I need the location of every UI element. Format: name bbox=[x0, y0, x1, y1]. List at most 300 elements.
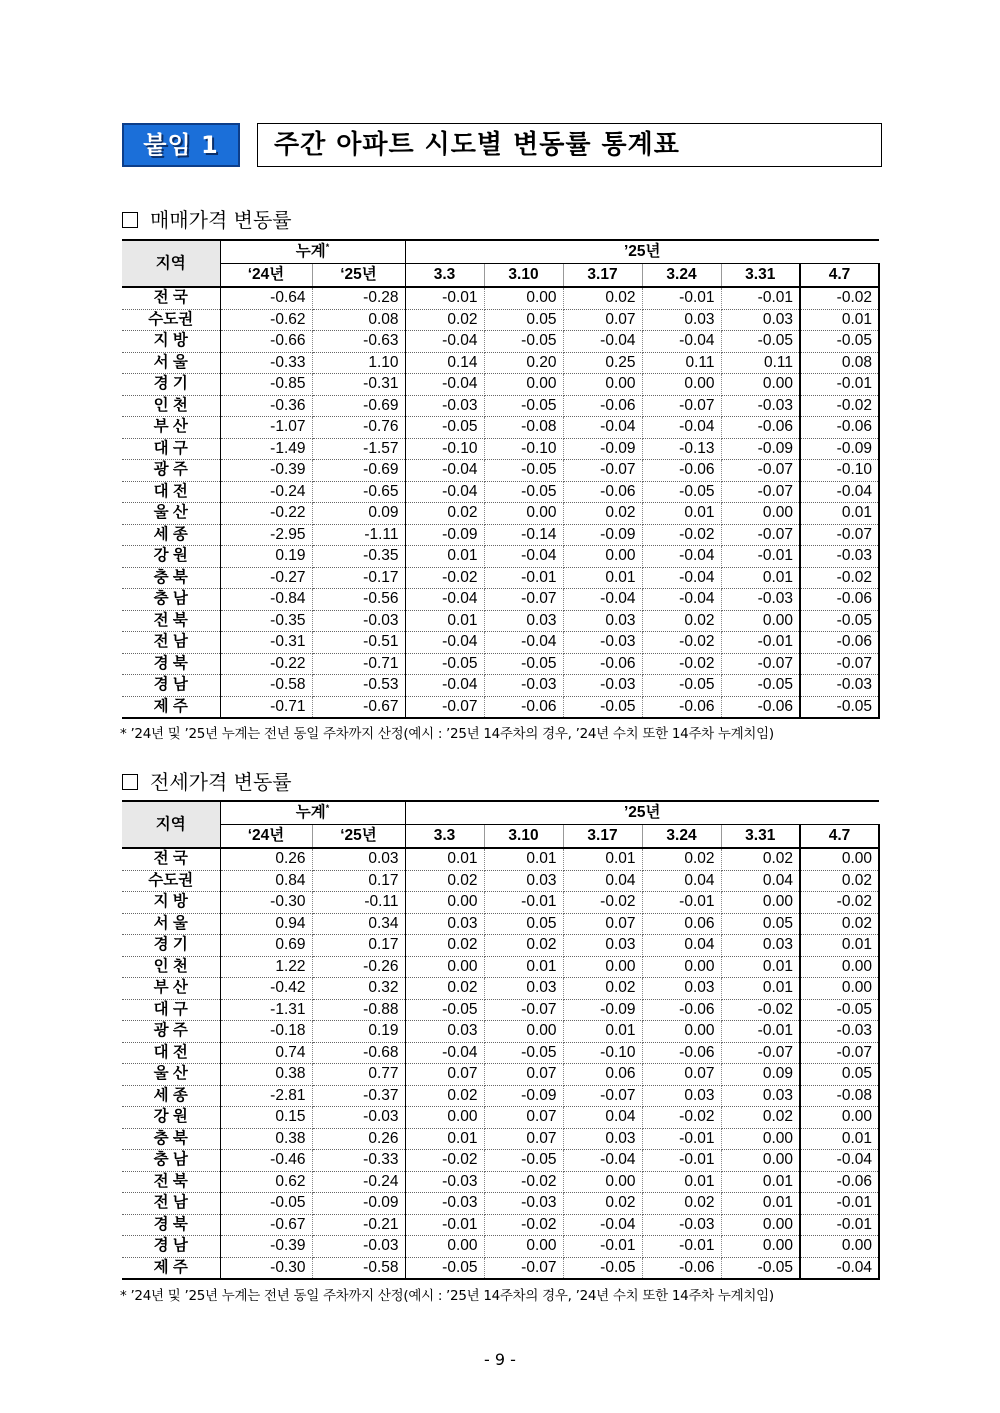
value-cell: -0.06 bbox=[642, 999, 721, 1021]
sale-footnote: * ’24년 및 ’25년 누계는 전년 동일 주차까지 산정(예시 : ’25년 14주차의 경우, ’24년 수치 또한 14주차 누계치임) bbox=[120, 726, 774, 742]
value-cell: 0.02 bbox=[721, 848, 800, 870]
year25-header: ’25년 bbox=[405, 240, 879, 264]
value-cell: -0.03 bbox=[563, 675, 642, 697]
value-cell: -2.81 bbox=[220, 1085, 312, 1107]
value-cell: -0.09 bbox=[563, 524, 642, 546]
value-cell: 0.03 bbox=[484, 870, 563, 892]
table-row bbox=[122, 395, 879, 417]
value-cell: -0.05 bbox=[220, 1193, 312, 1215]
table-row bbox=[122, 524, 879, 546]
value-cell: -0.04 bbox=[405, 374, 484, 396]
table-row bbox=[122, 892, 879, 914]
value-cell: 0.01 bbox=[800, 309, 879, 331]
table-row bbox=[122, 675, 879, 697]
table-row bbox=[122, 848, 879, 870]
cum-25-header: ‘25년 bbox=[312, 825, 405, 849]
value-cell: 0.01 bbox=[642, 503, 721, 525]
value-cell: 0.02 bbox=[563, 503, 642, 525]
table-row bbox=[122, 1107, 879, 1129]
value-cell: -0.04 bbox=[405, 589, 484, 611]
value-cell: -0.09 bbox=[563, 999, 642, 1021]
value-cell: 0.26 bbox=[312, 1128, 405, 1150]
region-cell: 서 울 bbox=[122, 352, 220, 374]
value-cell: -0.06 bbox=[642, 1042, 721, 1064]
value-cell: 0.03 bbox=[642, 309, 721, 331]
value-cell: -0.04 bbox=[405, 1042, 484, 1064]
value-cell: 0.02 bbox=[405, 870, 484, 892]
value-cell: 0.00 bbox=[563, 546, 642, 568]
value-cell: 0.01 bbox=[405, 1128, 484, 1150]
value-cell: -0.04 bbox=[800, 1257, 879, 1279]
jeonse-section-title bbox=[122, 766, 292, 795]
table-row bbox=[122, 438, 879, 460]
value-cell: 0.07 bbox=[484, 1128, 563, 1150]
week-header: 3.17 bbox=[563, 825, 642, 849]
value-cell: 0.00 bbox=[721, 892, 800, 914]
value-cell: -0.10 bbox=[563, 1042, 642, 1064]
value-cell: -0.30 bbox=[220, 1257, 312, 1279]
table-row bbox=[122, 653, 879, 675]
value-cell: 0.00 bbox=[800, 1236, 879, 1258]
value-cell: -0.01 bbox=[563, 1236, 642, 1258]
value-cell: -0.31 bbox=[312, 374, 405, 396]
week-header: 3.10 bbox=[484, 264, 563, 288]
value-cell: -0.03 bbox=[800, 675, 879, 697]
value-cell: 0.01 bbox=[563, 1021, 642, 1043]
value-cell: -0.28 bbox=[312, 287, 405, 309]
value-cell: -0.02 bbox=[642, 1107, 721, 1129]
table-row bbox=[122, 309, 879, 331]
value-cell: -0.05 bbox=[800, 696, 879, 718]
value-cell: 0.19 bbox=[312, 1021, 405, 1043]
value-cell: -0.05 bbox=[484, 1042, 563, 1064]
value-cell: -0.04 bbox=[405, 675, 484, 697]
value-cell: -0.05 bbox=[484, 331, 563, 353]
value-cell: 0.26 bbox=[220, 848, 312, 870]
region-cell: 전 남 bbox=[122, 1193, 220, 1215]
value-cell: -0.01 bbox=[484, 567, 563, 589]
value-cell: 0.02 bbox=[405, 309, 484, 331]
value-cell: -0.07 bbox=[721, 460, 800, 482]
value-cell: 0.02 bbox=[800, 870, 879, 892]
value-cell: -0.01 bbox=[721, 546, 800, 568]
jeonse-section-label: 전세가격 변동률 bbox=[150, 770, 292, 794]
value-cell: -0.10 bbox=[484, 438, 563, 460]
value-cell: 0.03 bbox=[405, 913, 484, 935]
value-cell: 0.02 bbox=[563, 287, 642, 309]
value-cell: 0.03 bbox=[642, 978, 721, 1000]
value-cell: -0.36 bbox=[220, 395, 312, 417]
value-cell: 0.00 bbox=[800, 1107, 879, 1129]
value-cell: -0.03 bbox=[405, 1171, 484, 1193]
value-cell: -0.01 bbox=[405, 1214, 484, 1236]
table-row bbox=[122, 417, 879, 439]
region-cell: 대 전 bbox=[122, 1042, 220, 1064]
value-cell: -0.22 bbox=[220, 653, 312, 675]
value-cell: 0.03 bbox=[642, 1085, 721, 1107]
value-cell: 0.03 bbox=[721, 1085, 800, 1107]
value-cell: 0.17 bbox=[312, 935, 405, 957]
value-cell: -0.03 bbox=[405, 395, 484, 417]
value-cell: -0.01 bbox=[721, 1021, 800, 1043]
region-cell: 경 기 bbox=[122, 374, 220, 396]
cumulative-header: 누계* bbox=[220, 801, 405, 825]
value-cell: -0.26 bbox=[312, 956, 405, 978]
value-cell: -0.24 bbox=[220, 481, 312, 503]
value-cell: 0.04 bbox=[563, 1107, 642, 1129]
value-cell: -0.07 bbox=[563, 460, 642, 482]
value-cell: -0.09 bbox=[312, 1193, 405, 1215]
value-cell: -0.05 bbox=[800, 610, 879, 632]
value-cell: 0.01 bbox=[721, 567, 800, 589]
value-cell: 0.74 bbox=[220, 1042, 312, 1064]
value-cell: 0.05 bbox=[484, 913, 563, 935]
table-row bbox=[122, 913, 879, 935]
value-cell: -0.07 bbox=[721, 653, 800, 675]
value-cell: 0.00 bbox=[721, 1150, 800, 1172]
value-cell: 0.07 bbox=[563, 913, 642, 935]
value-cell: -0.06 bbox=[642, 1257, 721, 1279]
value-cell: 0.20 bbox=[484, 352, 563, 374]
value-cell: -0.03 bbox=[312, 1236, 405, 1258]
value-cell: -0.04 bbox=[563, 1150, 642, 1172]
value-cell: -0.04 bbox=[642, 417, 721, 439]
value-cell: -0.11 bbox=[312, 892, 405, 914]
value-cell: -0.03 bbox=[484, 675, 563, 697]
value-cell: -0.85 bbox=[220, 374, 312, 396]
value-cell: 0.02 bbox=[800, 913, 879, 935]
value-cell: -0.62 bbox=[220, 309, 312, 331]
value-cell: 0.09 bbox=[721, 1064, 800, 1086]
value-cell: 0.00 bbox=[721, 1236, 800, 1258]
sale-table bbox=[122, 239, 880, 719]
value-cell: -1.07 bbox=[220, 417, 312, 439]
value-cell: -0.07 bbox=[642, 395, 721, 417]
value-cell: -0.27 bbox=[220, 567, 312, 589]
value-cell: 0.02 bbox=[405, 503, 484, 525]
value-cell: 0.05 bbox=[721, 913, 800, 935]
value-cell: -0.05 bbox=[642, 675, 721, 697]
table-row bbox=[122, 870, 879, 892]
value-cell: -0.31 bbox=[220, 632, 312, 654]
value-cell: -0.06 bbox=[484, 696, 563, 718]
value-cell: -0.05 bbox=[721, 331, 800, 353]
value-cell: -0.04 bbox=[405, 460, 484, 482]
value-cell: -0.71 bbox=[312, 653, 405, 675]
value-cell: -0.06 bbox=[721, 696, 800, 718]
value-cell: -0.05 bbox=[484, 460, 563, 482]
value-cell: -1.31 bbox=[220, 999, 312, 1021]
value-cell: 0.00 bbox=[405, 1107, 484, 1129]
value-cell: -0.76 bbox=[312, 417, 405, 439]
value-cell: -0.10 bbox=[800, 460, 879, 482]
value-cell: 0.01 bbox=[484, 848, 563, 870]
value-cell: 0.00 bbox=[721, 374, 800, 396]
value-cell: -0.07 bbox=[484, 1257, 563, 1279]
jeonse-table bbox=[122, 800, 880, 1280]
value-cell: -0.05 bbox=[721, 1257, 800, 1279]
value-cell: 0.05 bbox=[800, 1064, 879, 1086]
table-row bbox=[122, 632, 879, 654]
value-cell: 0.00 bbox=[642, 374, 721, 396]
value-cell: -0.07 bbox=[800, 524, 879, 546]
table-row bbox=[122, 503, 879, 525]
region-cell: 경 남 bbox=[122, 1236, 220, 1258]
table-row bbox=[122, 567, 879, 589]
value-cell: 0.00 bbox=[721, 1214, 800, 1236]
region-cell: 충 북 bbox=[122, 1128, 220, 1150]
value-cell: -0.06 bbox=[800, 1171, 879, 1193]
value-cell: -0.58 bbox=[312, 1257, 405, 1279]
region-cell: 인 천 bbox=[122, 956, 220, 978]
table-row bbox=[122, 1214, 879, 1236]
value-cell: 0.01 bbox=[721, 956, 800, 978]
table-row bbox=[122, 956, 879, 978]
week-header: 3.3 bbox=[405, 825, 484, 849]
value-cell: 0.00 bbox=[563, 1171, 642, 1193]
value-cell: 0.62 bbox=[220, 1171, 312, 1193]
value-cell: 0.77 bbox=[312, 1064, 405, 1086]
table-row bbox=[122, 331, 879, 353]
value-cell: -0.01 bbox=[405, 287, 484, 309]
value-cell: -0.07 bbox=[484, 999, 563, 1021]
value-cell: -0.09 bbox=[721, 438, 800, 460]
value-cell: 0.00 bbox=[800, 848, 879, 870]
value-cell: 0.08 bbox=[800, 352, 879, 374]
value-cell: -1.57 bbox=[312, 438, 405, 460]
region-cell: 울 산 bbox=[122, 1064, 220, 1086]
value-cell: -0.06 bbox=[800, 632, 879, 654]
table-row bbox=[122, 696, 879, 718]
table-row bbox=[122, 1257, 879, 1279]
value-cell: -0.88 bbox=[312, 999, 405, 1021]
value-cell: -0.04 bbox=[642, 331, 721, 353]
value-cell: -0.01 bbox=[800, 1214, 879, 1236]
value-cell: -0.05 bbox=[405, 999, 484, 1021]
value-cell: -0.02 bbox=[405, 1150, 484, 1172]
table-row bbox=[122, 935, 879, 957]
value-cell: -0.07 bbox=[721, 481, 800, 503]
value-cell: 0.17 bbox=[312, 870, 405, 892]
value-cell: -0.71 bbox=[220, 696, 312, 718]
value-cell: 0.25 bbox=[563, 352, 642, 374]
value-cell: -0.69 bbox=[312, 395, 405, 417]
value-cell: -0.05 bbox=[800, 331, 879, 353]
value-cell: -0.04 bbox=[563, 589, 642, 611]
value-cell: -0.04 bbox=[563, 417, 642, 439]
sale-section-label: 매매가격 변동률 bbox=[150, 208, 292, 232]
value-cell: -0.05 bbox=[405, 417, 484, 439]
value-cell: -0.01 bbox=[642, 287, 721, 309]
table-row bbox=[122, 1085, 879, 1107]
value-cell: -0.02 bbox=[721, 999, 800, 1021]
value-cell: -0.01 bbox=[800, 1193, 879, 1215]
value-cell: -0.04 bbox=[642, 546, 721, 568]
value-cell: 0.03 bbox=[721, 309, 800, 331]
value-cell: -0.07 bbox=[405, 696, 484, 718]
region-cell: 전 국 bbox=[122, 848, 220, 870]
value-cell: -0.02 bbox=[405, 567, 484, 589]
table-row bbox=[122, 1193, 879, 1215]
region-cell: 세 종 bbox=[122, 524, 220, 546]
value-cell: -0.42 bbox=[220, 978, 312, 1000]
value-cell: 0.02 bbox=[484, 935, 563, 957]
value-cell: -0.07 bbox=[800, 1042, 879, 1064]
value-cell: -0.05 bbox=[484, 653, 563, 675]
value-cell: -0.04 bbox=[800, 1150, 879, 1172]
value-cell: -0.05 bbox=[484, 395, 563, 417]
value-cell: 0.00 bbox=[721, 610, 800, 632]
table-row bbox=[122, 1171, 879, 1193]
cum-24-header: ‘24년 bbox=[220, 264, 312, 288]
value-cell: -0.06 bbox=[563, 481, 642, 503]
region-cell: 울 산 bbox=[122, 503, 220, 525]
value-cell: -0.08 bbox=[800, 1085, 879, 1107]
value-cell: -0.63 bbox=[312, 331, 405, 353]
value-cell: 0.38 bbox=[220, 1128, 312, 1150]
value-cell: 0.03 bbox=[312, 848, 405, 870]
value-cell: 0.84 bbox=[220, 870, 312, 892]
table-row bbox=[122, 1150, 879, 1172]
value-cell: 1.22 bbox=[220, 956, 312, 978]
region-cell: 전 남 bbox=[122, 632, 220, 654]
value-cell: -0.03 bbox=[484, 1193, 563, 1215]
value-cell: -0.65 bbox=[312, 481, 405, 503]
region-cell: 강 원 bbox=[122, 546, 220, 568]
value-cell: -0.03 bbox=[800, 546, 879, 568]
value-cell: 0.02 bbox=[563, 978, 642, 1000]
value-cell: -0.03 bbox=[405, 1193, 484, 1215]
region-cell: 수도권 bbox=[122, 309, 220, 331]
value-cell: -0.01 bbox=[642, 1236, 721, 1258]
value-cell: -0.21 bbox=[312, 1214, 405, 1236]
value-cell: 0.01 bbox=[721, 1171, 800, 1193]
week-header: 3.3 bbox=[405, 264, 484, 288]
value-cell: 0.01 bbox=[405, 546, 484, 568]
value-cell: -0.39 bbox=[220, 460, 312, 482]
region-header: 지역 bbox=[122, 240, 220, 287]
region-cell: 전 북 bbox=[122, 610, 220, 632]
value-cell: 0.01 bbox=[405, 610, 484, 632]
value-cell: -0.69 bbox=[312, 460, 405, 482]
value-cell: -0.04 bbox=[800, 481, 879, 503]
value-cell: 0.11 bbox=[721, 352, 800, 374]
value-cell: -0.53 bbox=[312, 675, 405, 697]
region-cell: 충 남 bbox=[122, 589, 220, 611]
value-cell: 0.03 bbox=[484, 978, 563, 1000]
value-cell: 0.06 bbox=[642, 913, 721, 935]
value-cell: 0.07 bbox=[642, 1064, 721, 1086]
value-cell: -0.33 bbox=[220, 352, 312, 374]
table-row bbox=[122, 460, 879, 482]
value-cell: 0.02 bbox=[563, 1193, 642, 1215]
region-cell: 경 남 bbox=[122, 675, 220, 697]
region-cell: 경 북 bbox=[122, 653, 220, 675]
value-cell: 0.01 bbox=[721, 978, 800, 1000]
cum-25-header: ‘25년 bbox=[312, 264, 405, 288]
value-cell: -0.05 bbox=[484, 481, 563, 503]
region-cell: 인 천 bbox=[122, 395, 220, 417]
value-cell: 0.01 bbox=[800, 935, 879, 957]
value-cell: -0.04 bbox=[642, 567, 721, 589]
value-cell: 0.01 bbox=[405, 848, 484, 870]
value-cell: -0.02 bbox=[484, 1171, 563, 1193]
table-row bbox=[122, 589, 879, 611]
value-cell: 0.00 bbox=[484, 1021, 563, 1043]
value-cell: -0.07 bbox=[484, 589, 563, 611]
value-cell: 0.03 bbox=[563, 1128, 642, 1150]
value-cell: -0.03 bbox=[312, 610, 405, 632]
value-cell: 0.00 bbox=[484, 503, 563, 525]
value-cell: -0.39 bbox=[220, 1236, 312, 1258]
value-cell: -0.64 bbox=[220, 287, 312, 309]
region-cell: 부 산 bbox=[122, 978, 220, 1000]
value-cell: -0.46 bbox=[220, 1150, 312, 1172]
value-cell: -0.14 bbox=[484, 524, 563, 546]
value-cell: -0.35 bbox=[220, 610, 312, 632]
value-cell: -0.06 bbox=[721, 417, 800, 439]
region-cell: 서 울 bbox=[122, 913, 220, 935]
region-cell: 지 방 bbox=[122, 892, 220, 914]
week-header: 3.31 bbox=[721, 825, 800, 849]
value-cell: -0.01 bbox=[721, 287, 800, 309]
value-cell: -0.09 bbox=[563, 438, 642, 460]
value-cell: -0.02 bbox=[642, 524, 721, 546]
table-row bbox=[122, 1042, 879, 1064]
week-header-latest: 4.7 bbox=[800, 825, 879, 849]
value-cell: 0.04 bbox=[563, 870, 642, 892]
value-cell: -0.04 bbox=[405, 632, 484, 654]
value-cell: -2.95 bbox=[220, 524, 312, 546]
region-cell: 광 주 bbox=[122, 1021, 220, 1043]
page-title: 주간 아파트 시도별 변동률 통계표 bbox=[257, 123, 882, 167]
value-cell: -0.05 bbox=[563, 1257, 642, 1279]
value-cell: -0.04 bbox=[484, 632, 563, 654]
checkbox-square-icon bbox=[122, 774, 138, 790]
value-cell: 0.07 bbox=[484, 1107, 563, 1129]
value-cell: -0.06 bbox=[800, 417, 879, 439]
value-cell: -0.02 bbox=[800, 287, 879, 309]
value-cell: -0.04 bbox=[405, 331, 484, 353]
value-cell: -0.03 bbox=[312, 1107, 405, 1129]
value-cell: 0.04 bbox=[642, 870, 721, 892]
value-cell: -0.37 bbox=[312, 1085, 405, 1107]
table-row bbox=[122, 352, 879, 374]
value-cell: -0.03 bbox=[642, 1214, 721, 1236]
value-cell: -0.07 bbox=[721, 524, 800, 546]
value-cell: 0.07 bbox=[484, 1064, 563, 1086]
value-cell: 0.01 bbox=[800, 1128, 879, 1150]
value-cell: -0.24 bbox=[312, 1171, 405, 1193]
table-row bbox=[122, 287, 879, 309]
value-cell: 0.03 bbox=[484, 610, 563, 632]
value-cell: -0.05 bbox=[484, 1150, 563, 1172]
region-cell: 대 전 bbox=[122, 481, 220, 503]
value-cell: -0.67 bbox=[312, 696, 405, 718]
value-cell: 0.38 bbox=[220, 1064, 312, 1086]
region-cell: 제 주 bbox=[122, 1257, 220, 1279]
value-cell: 0.03 bbox=[563, 610, 642, 632]
value-cell: 0.01 bbox=[563, 848, 642, 870]
value-cell: 0.11 bbox=[642, 352, 721, 374]
value-cell: -0.02 bbox=[800, 567, 879, 589]
value-cell: -0.05 bbox=[405, 1257, 484, 1279]
value-cell: -0.06 bbox=[563, 395, 642, 417]
value-cell: 0.05 bbox=[484, 309, 563, 331]
region-cell: 세 종 bbox=[122, 1085, 220, 1107]
value-cell: 0.02 bbox=[721, 1107, 800, 1129]
value-cell: -0.05 bbox=[721, 675, 800, 697]
